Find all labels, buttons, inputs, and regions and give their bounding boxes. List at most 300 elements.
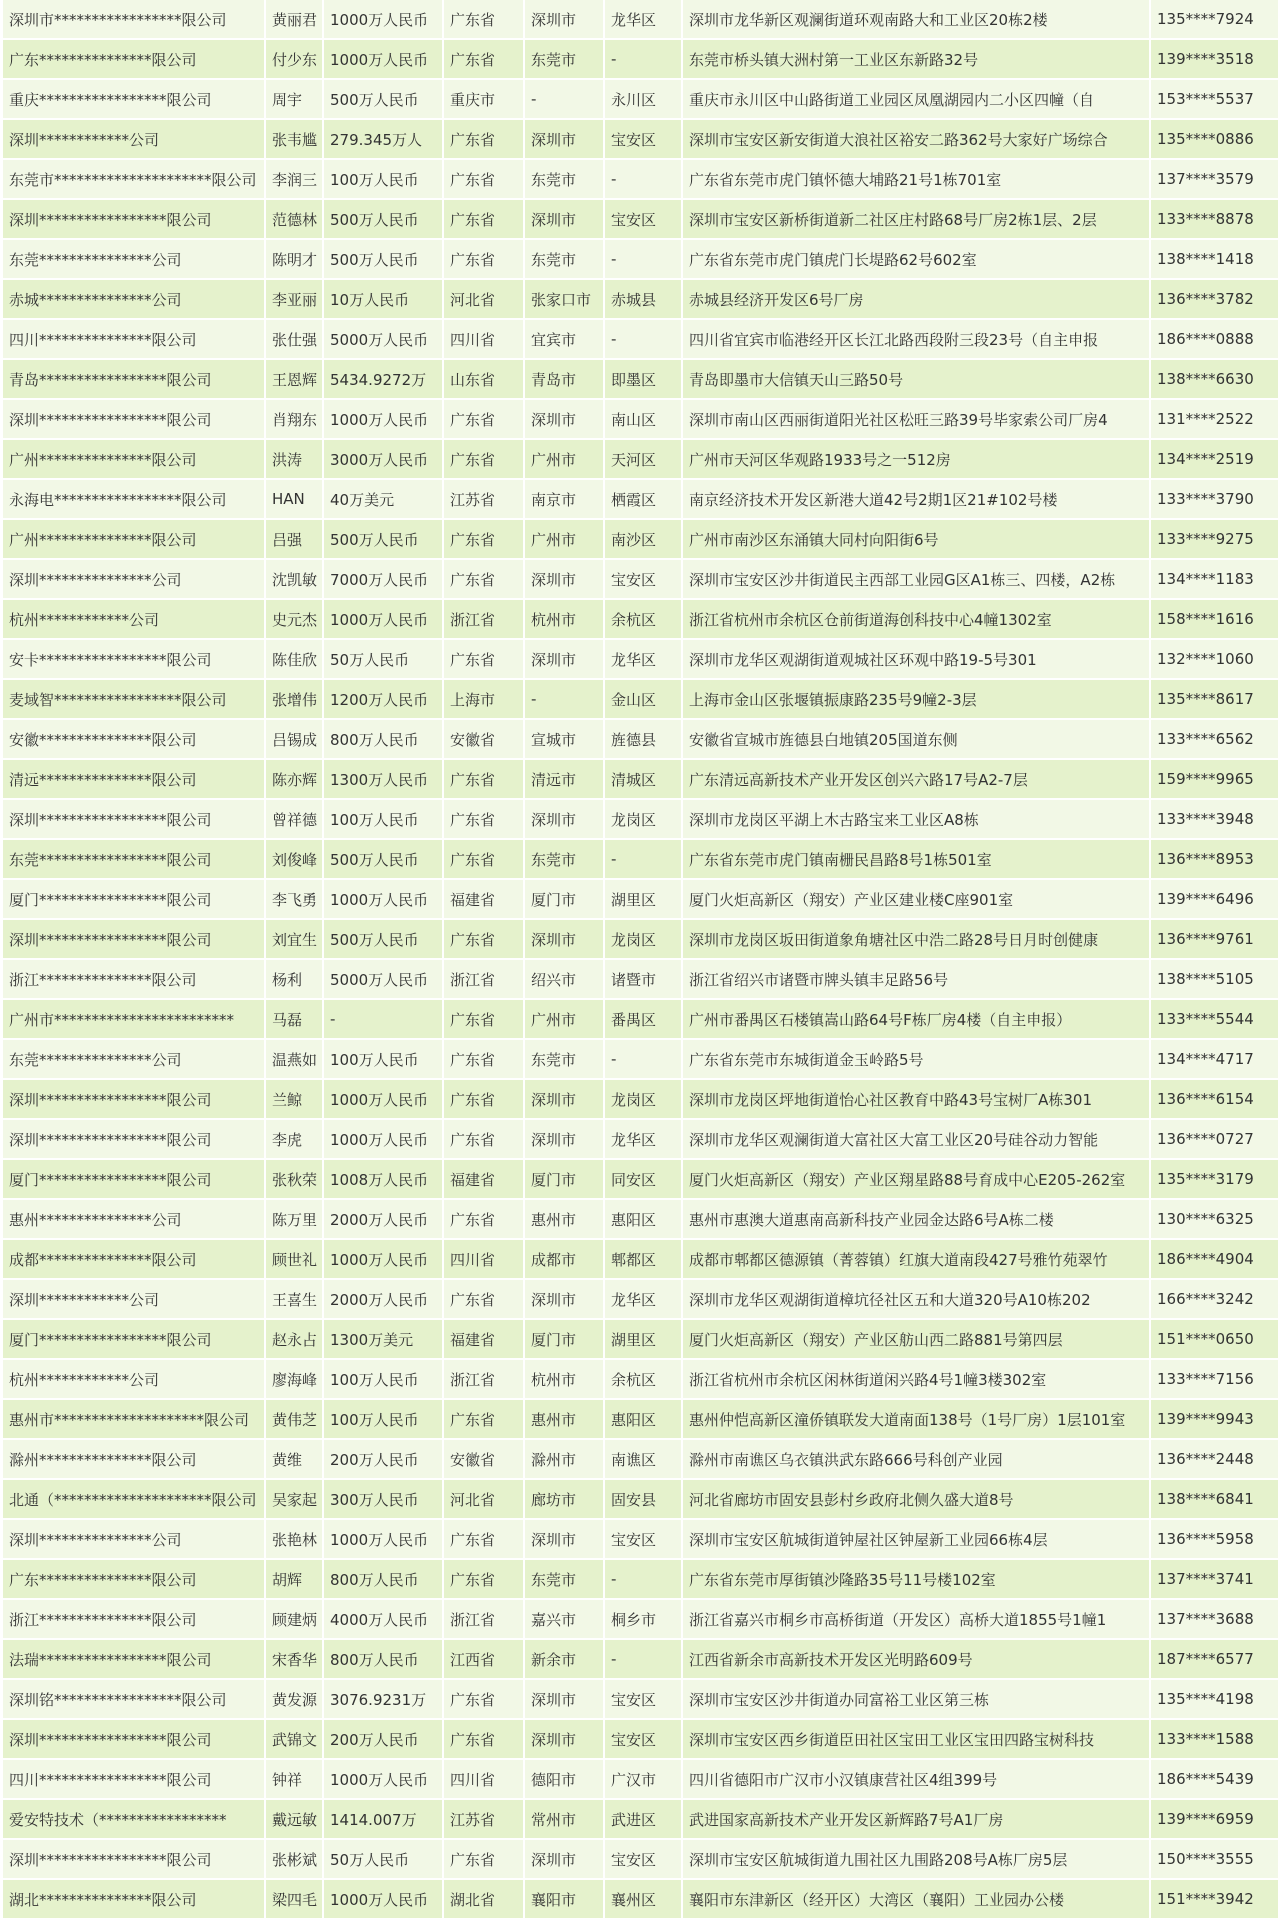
table-row xyxy=(3,720,1278,760)
table-row xyxy=(3,640,1278,680)
city-cell: 德阳市 xyxy=(525,1760,605,1800)
legal-rep-cell: 刘俊峰 xyxy=(266,840,324,880)
province-cell: 广东省 xyxy=(444,120,525,160)
city-cell: 东莞市 xyxy=(525,840,605,880)
company-name-cell: 广州市************************ xyxy=(3,1000,266,1040)
phone-cell: 137****3741 xyxy=(1151,1560,1278,1600)
city-cell: 廊坊市 xyxy=(525,1480,605,1520)
company-name-cell: 深圳*****************限公司 xyxy=(3,1840,266,1880)
legal-rep-cell: 黄发源 xyxy=(266,1680,324,1720)
registered-capital-cell: 1000万人民币 xyxy=(324,1120,444,1160)
address-cell: 浙江省杭州市余杭区仓前街道海创科技中心4幢1302室 xyxy=(683,600,1151,640)
province-cell: 河北省 xyxy=(444,280,525,320)
registered-capital-cell: 1200万人民币 xyxy=(324,680,444,720)
province-cell: 广东省 xyxy=(444,1040,525,1080)
company-name-cell: 广州***************限公司 xyxy=(3,520,266,560)
city-cell: 新余市 xyxy=(525,1640,605,1680)
company-name-cell: 深圳铭*****************限公司 xyxy=(3,1680,266,1720)
registered-capital-cell: 1000万人民币 xyxy=(324,40,444,80)
company-name-cell: 厦门*****************限公司 xyxy=(3,1160,266,1200)
district-cell: 余杭区 xyxy=(605,1360,683,1400)
district-cell: - xyxy=(605,320,683,360)
address-cell: 四川省宜宾市临港经开区长江北路西段附三段23号（自主申报 xyxy=(683,320,1151,360)
registered-capital-cell: 100万人民币 xyxy=(324,1360,444,1400)
province-cell: 上海市 xyxy=(444,680,525,720)
city-cell: 南京市 xyxy=(525,480,605,520)
legal-rep-cell: 洪涛 xyxy=(266,440,324,480)
phone-cell: 133****6562 xyxy=(1151,720,1278,760)
legal-rep-cell: 杨利 xyxy=(266,960,324,1000)
table-row xyxy=(3,800,1278,840)
table-row xyxy=(3,1080,1278,1120)
district-cell: 龙岗区 xyxy=(605,920,683,960)
city-cell: - xyxy=(525,680,605,720)
district-cell: 龙华区 xyxy=(605,0,683,40)
city-cell: 广州市 xyxy=(525,520,605,560)
province-cell: 广东省 xyxy=(444,160,525,200)
address-cell: 广东省东莞市虎门镇虎门长堤路62号602室 xyxy=(683,240,1151,280)
city-cell: 青岛市 xyxy=(525,360,605,400)
legal-rep-cell: 张增伟 xyxy=(266,680,324,720)
province-cell: 浙江省 xyxy=(444,1360,525,1400)
company-name-cell: 广州***************限公司 xyxy=(3,440,266,480)
table-row xyxy=(3,1320,1278,1360)
city-cell: 广州市 xyxy=(525,440,605,480)
city-cell: 滁州市 xyxy=(525,1440,605,1480)
legal-rep-cell: 黄伟芝 xyxy=(266,1400,324,1440)
legal-rep-cell: 顾世礼 xyxy=(266,1240,324,1280)
registered-capital-cell: 200万人民币 xyxy=(324,1440,444,1480)
address-cell: 深圳市宝安区新桥街道新二社区庄村路68号厂房2栋1层、2层 xyxy=(683,200,1151,240)
city-cell: 深圳市 xyxy=(525,1280,605,1320)
legal-rep-cell: 戴远敏 xyxy=(266,1800,324,1840)
table-row xyxy=(3,920,1278,960)
company-name-cell: 深圳***************公司 xyxy=(3,1520,266,1560)
legal-rep-cell: 黄维 xyxy=(266,1440,324,1480)
city-cell: 深圳市 xyxy=(525,920,605,960)
table-row xyxy=(3,840,1278,880)
table-row xyxy=(3,360,1278,400)
district-cell: 赤城县 xyxy=(605,280,683,320)
phone-cell: 133****3790 xyxy=(1151,480,1278,520)
province-cell: 广东省 xyxy=(444,1840,525,1880)
city-cell: 杭州市 xyxy=(525,1360,605,1400)
registered-capital-cell: 1000万人民币 xyxy=(324,600,444,640)
city-cell: 嘉兴市 xyxy=(525,1600,605,1640)
legal-rep-cell: 吕锡成 xyxy=(266,720,324,760)
company-name-cell: 东莞***************公司 xyxy=(3,1040,266,1080)
province-cell: 广东省 xyxy=(444,640,525,680)
province-cell: 广东省 xyxy=(444,240,525,280)
district-cell: 龙岗区 xyxy=(605,1080,683,1120)
province-cell: 福建省 xyxy=(444,1320,525,1360)
legal-rep-cell: 陈佳欣 xyxy=(266,640,324,680)
city-cell: 宣城市 xyxy=(525,720,605,760)
city-cell: 常州市 xyxy=(525,1800,605,1840)
table-row xyxy=(3,760,1278,800)
phone-cell: 136****8953 xyxy=(1151,840,1278,880)
city-cell: 广州市 xyxy=(525,1000,605,1040)
registered-capital-cell: 100万人民币 xyxy=(324,160,444,200)
phone-cell: 153****5537 xyxy=(1151,80,1278,120)
table-row xyxy=(3,1520,1278,1560)
table-row xyxy=(3,1000,1278,1040)
legal-rep-cell: 王恩辉 xyxy=(266,360,324,400)
phone-cell: 131****2522 xyxy=(1151,400,1278,440)
registered-capital-cell: 1000万人民币 xyxy=(324,0,444,40)
phone-cell: 130****6325 xyxy=(1151,1200,1278,1240)
company-name-cell: 惠州市********************限公司 xyxy=(3,1400,266,1440)
company-name-cell: 安卡*****************限公司 xyxy=(3,640,266,680)
phone-cell: 139****9943 xyxy=(1151,1400,1278,1440)
legal-rep-cell: 宋香华 xyxy=(266,1640,324,1680)
address-cell: 深圳市龙华区观湖街道观城社区环观中路19-5号301 xyxy=(683,640,1151,680)
legal-rep-cell: 胡辉 xyxy=(266,1560,324,1600)
registered-capital-cell: 100万人民币 xyxy=(324,1400,444,1440)
phone-cell: 135****4198 xyxy=(1151,1680,1278,1720)
address-cell: 深圳市龙华新区观澜街道环观南路大和工业区20栋2楼 xyxy=(683,0,1151,40)
registered-capital-cell: 500万人民币 xyxy=(324,840,444,880)
phone-cell: 135****8617 xyxy=(1151,680,1278,720)
city-cell: 张家口市 xyxy=(525,280,605,320)
table-row xyxy=(3,480,1278,520)
company-name-cell: 深圳*****************限公司 xyxy=(3,920,266,960)
company-name-cell: 深圳*****************限公司 xyxy=(3,1120,266,1160)
phone-cell: 134****1183 xyxy=(1151,560,1278,600)
company-name-cell: 广东***************限公司 xyxy=(3,1560,266,1600)
registered-capital-cell: 1000万人民币 xyxy=(324,400,444,440)
registered-capital-cell: 1000万人民币 xyxy=(324,1240,444,1280)
phone-cell: 135****7924 xyxy=(1151,0,1278,40)
registered-capital-cell: 10万人民币 xyxy=(324,280,444,320)
table-row xyxy=(3,120,1278,160)
province-cell: 广东省 xyxy=(444,0,525,40)
registered-capital-cell: 2000万人民币 xyxy=(324,1200,444,1240)
company-name-cell: 深圳************公司 xyxy=(3,1280,266,1320)
province-cell: 江苏省 xyxy=(444,480,525,520)
district-cell: 武进区 xyxy=(605,1800,683,1840)
city-cell: 绍兴市 xyxy=(525,960,605,1000)
phone-cell: 166****3242 xyxy=(1151,1280,1278,1320)
city-cell: 深圳市 xyxy=(525,1080,605,1120)
legal-rep-cell: 吕强 xyxy=(266,520,324,560)
table-row xyxy=(3,400,1278,440)
registered-capital-cell: 7000万人民币 xyxy=(324,560,444,600)
phone-cell: 151****3942 xyxy=(1151,1880,1278,1920)
phone-cell: 133****7156 xyxy=(1151,1360,1278,1400)
registered-capital-cell: 1300万美元 xyxy=(324,1320,444,1360)
province-cell: 广东省 xyxy=(444,840,525,880)
registered-capital-cell: 500万人民币 xyxy=(324,920,444,960)
company-name-cell: 四川***************限公司 xyxy=(3,320,266,360)
district-cell: 惠阳区 xyxy=(605,1200,683,1240)
company-name-cell: 清远***************限公司 xyxy=(3,760,266,800)
registered-capital-cell: 800万人民币 xyxy=(324,1640,444,1680)
phone-cell: 135****0886 xyxy=(1151,120,1278,160)
address-cell: 惠州市惠澳大道惠南高新科技产业园金达路6号A栋二楼 xyxy=(683,1200,1151,1240)
district-cell: 湖里区 xyxy=(605,1320,683,1360)
address-cell: 重庆市永川区中山路街道工业园区凤凰湖园内二小区四幢（自 xyxy=(683,80,1151,120)
table-row xyxy=(3,880,1278,920)
phone-cell: 136****2448 xyxy=(1151,1440,1278,1480)
address-cell: 浙江省嘉兴市桐乡市高桥街道（开发区）高桥大道1855号1幢1 xyxy=(683,1600,1151,1640)
company-name-cell: 爱安特技术（***************** xyxy=(3,1800,266,1840)
address-cell: 广州市天河区华观路1933号之一512房 xyxy=(683,440,1151,480)
city-cell: 厦门市 xyxy=(525,1160,605,1200)
table-row xyxy=(3,80,1278,120)
company-name-cell: 深圳*****************限公司 xyxy=(3,800,266,840)
legal-rep-cell: 周宇 xyxy=(266,80,324,120)
legal-rep-cell: 张彬斌 xyxy=(266,1840,324,1880)
address-cell: 武进国家高新技术产业开发区新辉路7号A1厂房 xyxy=(683,1800,1151,1840)
registered-capital-cell: 5000万人民币 xyxy=(324,960,444,1000)
table-row xyxy=(3,960,1278,1000)
district-cell: 龙岗区 xyxy=(605,800,683,840)
registered-capital-cell: 500万人民币 xyxy=(324,200,444,240)
registered-capital-cell: 1000万人民币 xyxy=(324,880,444,920)
district-cell: - xyxy=(605,40,683,80)
address-cell: 滁州市南谯区乌衣镇洪武东路666号科创产业园 xyxy=(683,1440,1151,1480)
legal-rep-cell: 马磊 xyxy=(266,1000,324,1040)
legal-rep-cell: 付少东 xyxy=(266,40,324,80)
district-cell: 诸暨市 xyxy=(605,960,683,1000)
address-cell: 浙江省绍兴市诸暨市牌头镇丰足路56号 xyxy=(683,960,1151,1000)
registered-capital-cell: 1000万人民币 xyxy=(324,1880,444,1920)
registered-capital-cell: 800万人民币 xyxy=(324,1560,444,1600)
phone-cell: 187****6577 xyxy=(1151,1640,1278,1680)
legal-rep-cell: 黄丽君 xyxy=(266,0,324,40)
registered-capital-cell: 1000万人民币 xyxy=(324,1080,444,1120)
address-cell: 河北省廊坊市固安县彭村乡政府北侧久盛大道8号 xyxy=(683,1480,1151,1520)
district-cell: 天河区 xyxy=(605,440,683,480)
address-cell: 江西省新余市高新技术开发区光明路609号 xyxy=(683,1640,1151,1680)
table-row xyxy=(3,1480,1278,1520)
table-row xyxy=(3,680,1278,720)
address-cell: 四川省德阳市广汉市小汉镇康营社区4组399号 xyxy=(683,1760,1151,1800)
phone-cell: 138****6841 xyxy=(1151,1480,1278,1520)
table-row xyxy=(3,1400,1278,1440)
legal-rep-cell: 李虎 xyxy=(266,1120,324,1160)
legal-rep-cell: 陈亦辉 xyxy=(266,760,324,800)
legal-rep-cell: 陈万里 xyxy=(266,1200,324,1240)
company-name-cell: 深圳市*****************限公司 xyxy=(3,0,266,40)
address-cell: 赤城县经济开发区6号厂房 xyxy=(683,280,1151,320)
table-row xyxy=(3,520,1278,560)
district-cell: 栖霞区 xyxy=(605,480,683,520)
address-cell: 厦门火炬高新区（翔安）产业区翔星路88号育成中心E205-262室 xyxy=(683,1160,1151,1200)
city-cell: - xyxy=(525,80,605,120)
address-cell: 深圳市宝安区沙井街道办同富裕工业区第三栋 xyxy=(683,1680,1151,1720)
province-cell: 江西省 xyxy=(444,1640,525,1680)
table-row xyxy=(3,1360,1278,1400)
district-cell: 宝安区 xyxy=(605,1520,683,1560)
table-row xyxy=(3,1160,1278,1200)
legal-rep-cell: 吴家起 xyxy=(266,1480,324,1520)
registered-capital-cell: 2000万人民币 xyxy=(324,1280,444,1320)
company-name-cell: 重庆*****************限公司 xyxy=(3,80,266,120)
legal-rep-cell: 顾建炳 xyxy=(266,1600,324,1640)
city-cell: 东莞市 xyxy=(525,240,605,280)
district-cell: 广汉市 xyxy=(605,1760,683,1800)
company-name-cell: 东莞市*********************限公司 xyxy=(3,160,266,200)
legal-rep-cell: HAN xyxy=(266,480,324,520)
table-row xyxy=(3,200,1278,240)
province-cell: 安徽省 xyxy=(444,720,525,760)
city-cell: 东莞市 xyxy=(525,1040,605,1080)
company-name-cell: 广东***************限公司 xyxy=(3,40,266,80)
company-name-cell: 深圳*****************限公司 xyxy=(3,200,266,240)
legal-rep-cell: 王喜生 xyxy=(266,1280,324,1320)
registered-capital-cell: 50万人民币 xyxy=(324,640,444,680)
city-cell: 深圳市 xyxy=(525,1520,605,1560)
district-cell: 固安县 xyxy=(605,1480,683,1520)
registered-capital-cell: 1000万人民币 xyxy=(324,1520,444,1560)
province-cell: 广东省 xyxy=(444,400,525,440)
phone-cell: 136****9761 xyxy=(1151,920,1278,960)
district-cell: 南沙区 xyxy=(605,520,683,560)
city-cell: 深圳市 xyxy=(525,560,605,600)
province-cell: 广东省 xyxy=(444,1400,525,1440)
district-cell: 余杭区 xyxy=(605,600,683,640)
address-cell: 厦门火炬高新区（翔安）产业区舫山西二路881号第四层 xyxy=(683,1320,1151,1360)
company-name-cell: 成都***************限公司 xyxy=(3,1240,266,1280)
table-row xyxy=(3,1840,1278,1880)
city-cell: 深圳市 xyxy=(525,800,605,840)
province-cell: 浙江省 xyxy=(444,1600,525,1640)
address-cell: 惠州仲恺高新区潼侨镇联发大道南面138号（1号厂房）1层101室 xyxy=(683,1400,1151,1440)
city-cell: 深圳市 xyxy=(525,400,605,440)
table-row xyxy=(3,600,1278,640)
company-name-cell: 深圳*****************限公司 xyxy=(3,400,266,440)
phone-cell: 138****1418 xyxy=(1151,240,1278,280)
province-cell: 广东省 xyxy=(444,1120,525,1160)
legal-rep-cell: 李润三 xyxy=(266,160,324,200)
company-name-cell: 厦门*****************限公司 xyxy=(3,880,266,920)
province-cell: 广东省 xyxy=(444,520,525,560)
district-cell: 郫都区 xyxy=(605,1240,683,1280)
company-name-cell: 厦门*****************限公司 xyxy=(3,1320,266,1360)
registered-capital-cell: 3076.9231万 xyxy=(324,1680,444,1720)
district-cell: 旌德县 xyxy=(605,720,683,760)
registered-capital-cell: 300万人民币 xyxy=(324,1480,444,1520)
phone-cell: 133****1588 xyxy=(1151,1720,1278,1760)
phone-cell: 158****1616 xyxy=(1151,600,1278,640)
phone-cell: 136****0727 xyxy=(1151,1120,1278,1160)
address-cell: 深圳市龙岗区平湖上木古路宝来工业区A8栋 xyxy=(683,800,1151,840)
phone-cell: 137****3579 xyxy=(1151,160,1278,200)
district-cell: 龙华区 xyxy=(605,640,683,680)
phone-cell: 133****9275 xyxy=(1151,520,1278,560)
province-cell: 广东省 xyxy=(444,560,525,600)
table-row xyxy=(3,0,1278,40)
address-cell: 广州市番禺区石楼镇嵩山路64号F栋厂房4楼（自主申报） xyxy=(683,1000,1151,1040)
phone-cell: 150****3555 xyxy=(1151,1840,1278,1880)
district-cell: 龙华区 xyxy=(605,1120,683,1160)
table-row xyxy=(3,1040,1278,1080)
address-cell: 南京经济技术开发区新港大道42号2期1区21#102号楼 xyxy=(683,480,1151,520)
district-cell: - xyxy=(605,840,683,880)
district-cell: 同安区 xyxy=(605,1160,683,1200)
district-cell: 宝安区 xyxy=(605,120,683,160)
address-cell: 广东省东莞市东城街道金玉岭路5号 xyxy=(683,1040,1151,1080)
city-cell: 成都市 xyxy=(525,1240,605,1280)
city-cell: 惠州市 xyxy=(525,1400,605,1440)
company-name-cell: 青岛*****************限公司 xyxy=(3,360,266,400)
district-cell: - xyxy=(605,1640,683,1680)
address-cell: 深圳市南山区西丽街道阳光社区松旺三路39号毕家索公司厂房4 xyxy=(683,400,1151,440)
district-cell: 南山区 xyxy=(605,400,683,440)
table-row xyxy=(3,1240,1278,1280)
address-cell: 广东省东莞市虎门镇怀德大埔路21号1栋701室 xyxy=(683,160,1151,200)
registered-capital-cell: 5434.9272万 xyxy=(324,360,444,400)
table-row xyxy=(3,280,1278,320)
province-cell: 湖北省 xyxy=(444,1880,525,1920)
registered-capital-cell: 500万人民币 xyxy=(324,80,444,120)
address-cell: 安徽省宣城市旌德县白地镇205国道东侧 xyxy=(683,720,1151,760)
phone-cell: 136****5958 xyxy=(1151,1520,1278,1560)
company-name-cell: 四川*****************限公司 xyxy=(3,1760,266,1800)
district-cell: 惠阳区 xyxy=(605,1400,683,1440)
company-name-cell: 深圳*****************限公司 xyxy=(3,1080,266,1120)
city-cell: 深圳市 xyxy=(525,0,605,40)
city-cell: 厦门市 xyxy=(525,1320,605,1360)
district-cell: 龙华区 xyxy=(605,1280,683,1320)
city-cell: 东莞市 xyxy=(525,40,605,80)
province-cell: 四川省 xyxy=(444,1760,525,1800)
city-cell: 东莞市 xyxy=(525,160,605,200)
table-row xyxy=(3,160,1278,200)
registered-capital-cell: 200万人民币 xyxy=(324,1720,444,1760)
province-cell: 广东省 xyxy=(444,40,525,80)
district-cell: 南谯区 xyxy=(605,1440,683,1480)
table-row xyxy=(3,1680,1278,1720)
table-row xyxy=(3,440,1278,480)
legal-rep-cell: 刘宜生 xyxy=(266,920,324,960)
address-cell: 深圳市龙岗区坂田街道象角塘社区中浩二路28号日月时创健康 xyxy=(683,920,1151,960)
legal-rep-cell: 李亚丽 xyxy=(266,280,324,320)
company-name-cell: 深圳***************公司 xyxy=(3,560,266,600)
company-name-cell: 杭州************公司 xyxy=(3,1360,266,1400)
city-cell: 厦门市 xyxy=(525,880,605,920)
legal-rep-cell: 温燕如 xyxy=(266,1040,324,1080)
registered-capital-cell: 1300万人民币 xyxy=(324,760,444,800)
table-row xyxy=(3,240,1278,280)
phone-cell: 186****4904 xyxy=(1151,1240,1278,1280)
table-row xyxy=(3,40,1278,80)
district-cell: 桐乡市 xyxy=(605,1600,683,1640)
legal-rep-cell: 范德林 xyxy=(266,200,324,240)
city-cell: 襄阳市 xyxy=(525,1880,605,1920)
legal-rep-cell: 钟祥 xyxy=(266,1760,324,1800)
city-cell: 东莞市 xyxy=(525,1560,605,1600)
legal-rep-cell: 曾祥德 xyxy=(266,800,324,840)
table-row xyxy=(3,1800,1278,1840)
province-cell: 四川省 xyxy=(444,1240,525,1280)
province-cell: 广东省 xyxy=(444,920,525,960)
city-cell: 深圳市 xyxy=(525,1840,605,1880)
address-cell: 深圳市宝安区航城街道钟屋社区钟屋新工业园66栋4层 xyxy=(683,1520,1151,1560)
city-cell: 深圳市 xyxy=(525,1680,605,1720)
address-cell: 成都市郫都区德源镇（菁蓉镇）红旗大道南段427号雅竹苑翠竹 xyxy=(683,1240,1151,1280)
table-row xyxy=(3,1760,1278,1800)
district-cell: 襄州区 xyxy=(605,1880,683,1920)
legal-rep-cell: 梁四毛 xyxy=(266,1880,324,1920)
registered-capital-cell: 4000万人民币 xyxy=(324,1600,444,1640)
city-cell: 杭州市 xyxy=(525,600,605,640)
registered-capital-cell: 279.345万人 xyxy=(324,120,444,160)
district-cell: 宝安区 xyxy=(605,1680,683,1720)
company-name-cell: 深圳************公司 xyxy=(3,120,266,160)
